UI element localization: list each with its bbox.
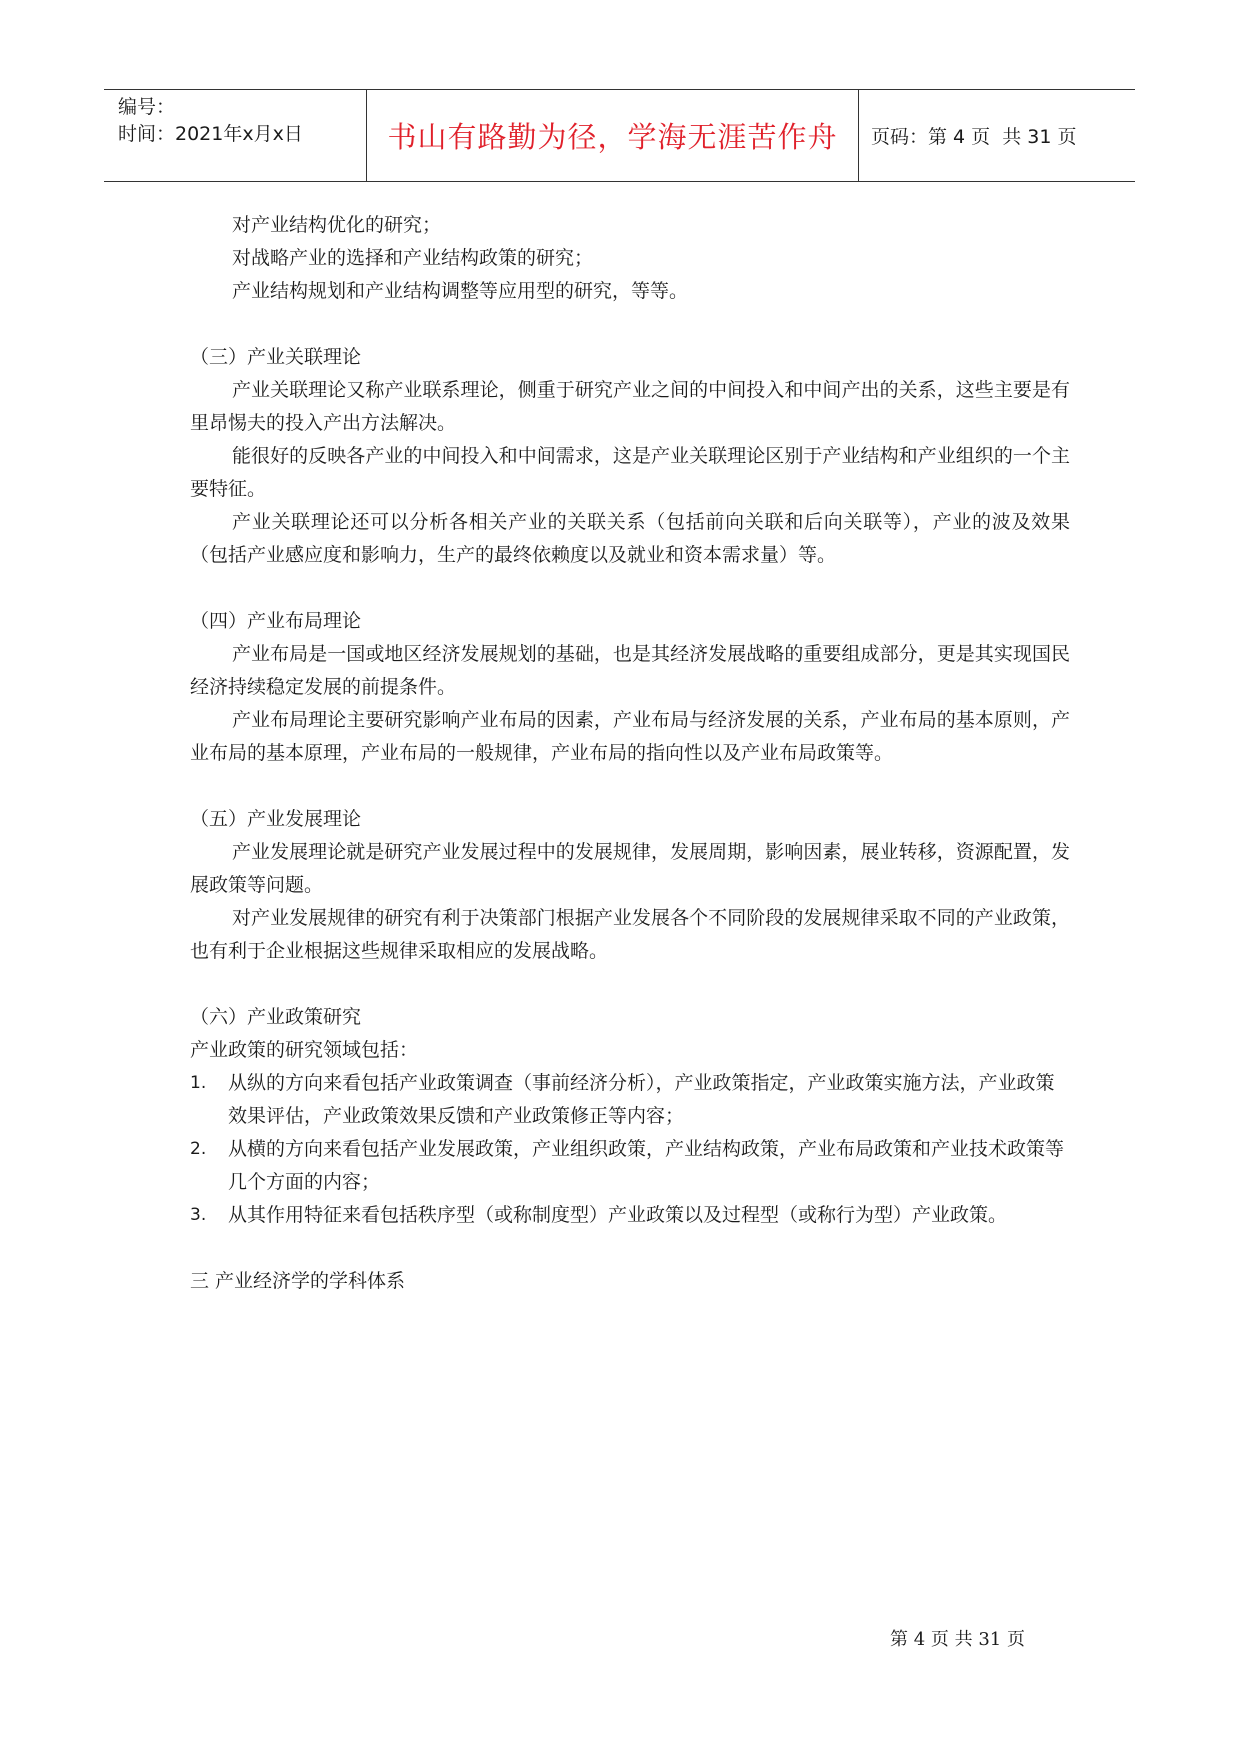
paragraph: 产业布局理论主要研究影响产业布局的因素，产业布局与经济发展的关系，产业布局的基本原则，产业布局的基本原理，产业布局的一般规律，产业布局的指向性以及产业布局政策等。 [190, 709, 1070, 764]
paragraph: 产业发展理论就是研究产业发展过程中的发展规律，发展周期，影响因素，展业转移，资源配置，发展政策等问题。 [190, 841, 1070, 896]
list-intro: 产业政策的研究领域包括： [190, 1039, 419, 1061]
page-header [104, 89, 1135, 182]
document-body [190, 209, 1070, 1298]
list-item-text: 从横的方向来看包括产业发展政策，产业组织政策，产业结构政策，产业布局政策和产业技术政策等几个方面的内容； [228, 1138, 1065, 1193]
page-footer: 第 4 页 共 31 页 [890, 1629, 1025, 1650]
list-item [190, 1067, 1070, 1133]
number-label: 编号： [118, 96, 176, 118]
section-heading: （三）产业关联理论 [190, 346, 362, 368]
section-heading: （六）产业政策研究 [190, 1006, 362, 1028]
list-item [190, 1199, 1070, 1232]
header-page-label: 页码：第 4 页 共 31 页 [871, 126, 1077, 148]
list-item [190, 1133, 1070, 1199]
list-item-text: 从纵的方向来看包括产业政策调查（事前经济分析），产业政策指定，产业政策实施方法，产业政策效果评估，产业政策效果反馈和产业政策修正等内容； [228, 1072, 1055, 1127]
paragraph: 产业关联理论又称产业联系理论，侧重于研究产业之间的中间投入和中间产出的关系，这些主要是有里昂惕夫的投入产出方法解决。 [190, 379, 1070, 434]
list-number: 1. [190, 1073, 207, 1093]
paragraph: 产业关联理论还可以分析各相关产业的关联关系（包括前向关联和后向关联等），产业的波及效果（包括产业感应度和影响力，生产的最终依赖度以及就业和资本需求量）等。 [190, 511, 1070, 566]
paragraph: 对战略产业的选择和产业结构政策的研究； [232, 247, 594, 269]
list-number: 2. [190, 1139, 207, 1159]
list-number: 3. [190, 1205, 207, 1225]
header-meta [104, 90, 367, 181]
section-heading: （五）产业发展理论 [190, 808, 362, 830]
paragraph: 对产业发展规律的研究有利于决策部门根据产业发展各个不同阶段的发展规律采取不同的产业政策，也有利于企业根据这些规律采取相应的发展战略。 [190, 907, 1070, 962]
section-heading: （四）产业布局理论 [190, 610, 362, 632]
header-motto: 书山有路勤为径，学海无涯苦作舟 [367, 90, 859, 181]
paragraph: 产业结构规划和产业结构调整等应用型的研究，等等。 [232, 280, 689, 302]
policy-list [190, 1067, 1070, 1232]
paragraph: 能很好的反映各产业的中间投入和中间需求，这是产业关联理论区别于产业结构和产业组织的一个主要特征。 [190, 445, 1070, 500]
time-label: 时间：2021年x月x日 [118, 123, 303, 145]
paragraph: 产业布局是一国或地区经济发展规划的基础，也是其经济发展战略的重要组成部分，更是其实现国民经济持续稳定发展的前提条件。 [190, 643, 1070, 698]
paragraph: 对产业结构优化的研究； [232, 214, 442, 236]
part-heading: 三 产业经济学的学科体系 [190, 1270, 406, 1292]
list-item-text: 从其作用特征来看包括秩序型（或称制度型）产业政策以及过程型（或称行为型）产业政策。 [228, 1204, 1008, 1226]
